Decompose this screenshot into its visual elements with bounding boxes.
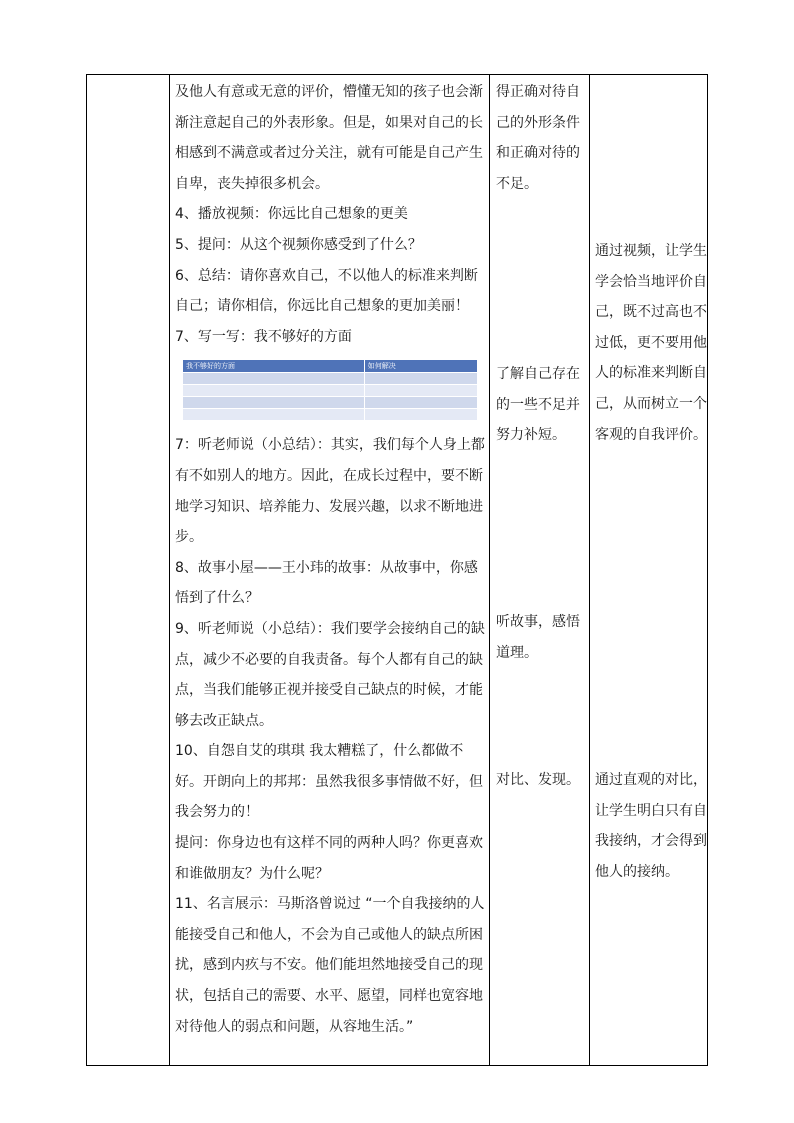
process-step-11: 11、名言展示：马斯洛曾说过 “一个自我接纳的人能接受自己和他人，不会为自己或他人的缺点所困扰，感到内疚与不安。他们能坦然地接受自己的现状，包括自己的需要、水平、愿望，同样也宽容地对待他人的弱点和问题，从容地生活。” (175, 896, 485, 1035)
column-divider-1 (169, 75, 170, 1065)
table-row (183, 397, 477, 409)
table-header-shortcomings: 我不够好的方面 (183, 360, 364, 373)
process-paragraph: 及他人有意或无意的评价，懵懂无知的孩子也会渐渐注意起自己的外表形象。但是，如果对自己的长相感到不满意或者过分关注，就有可能是自己产生自卑，丧失掉很多机会。 (175, 84, 483, 192)
process-question: 提问：你身边也有这样不同的两种人吗？你更喜欢和谁做朋友？为什么呢？ (175, 835, 483, 882)
teacher-summary-2: 9、听老师说（小总结）：我们要学会接纳自己的缺点，减少不必要的自我责备。每个人都有自己的缺点，当我们能够正视并接受自己缺点的时候，才能够去改正缺点。 (175, 620, 485, 729)
table-header-solutions: 如何解决 (364, 360, 477, 373)
table-row (183, 373, 477, 385)
student-activity-1: 得正确对待自己的外形条件和正确对待的不足。 (496, 84, 580, 192)
shortcomings-table (183, 360, 477, 420)
process-step-8: 8、故事小屋——王小玮的故事：从故事中，你感悟到了什么？ (175, 559, 478, 607)
table-row (183, 409, 477, 421)
teacher-summary-1: 7：听老师说（小总结）：其实，我们每个人身上都有不如别人的地方。因此，在成长过程中，要不断地学习知识、培养能力、发展兴趣，以求不断地进步。 (175, 437, 485, 546)
student-activity-4: 对比、发现。 (496, 772, 580, 788)
process-step-10: 10、自怨自艾的琪琪 我太糟糕了，什么都做不好。开朗向上的邦邦：虽然我很多事情做不好，但我会努力的！ (175, 743, 483, 821)
process-step-4: 4、播放视频：你远比自己想象的更美 (175, 206, 408, 223)
design-intent-2: 通过直观的对比，让学生明白只有自我接纳，才会得到他人的接纳。 (595, 772, 707, 880)
process-step-7: 7、写一写：我不够好的方面 (175, 328, 352, 345)
teaching-process-column (175, 77, 487, 1042)
student-activity-3: 听故事，感悟道理。 (496, 614, 580, 661)
lesson-plan-table (86, 74, 708, 1066)
column-divider-2 (489, 75, 490, 1065)
student-activity-2: 了解自己存在的一些不足并努力补短。 (496, 366, 580, 444)
design-intent-1: 通过视频，让学生学会恰当地评价自己，既不过高也不过低，更不要用他人的标准来判断自己，从而树立一个客观的自我评价。 (595, 243, 707, 443)
process-step-5: 5、提问：从这个视频你感受到了什么？ (175, 236, 422, 253)
process-step-6: 6、总结：请你喜欢自己，不以他人的标准来判断自己；请你相信，你远比自己想象的更加美丽！ (175, 267, 478, 315)
table-row (183, 385, 477, 397)
column-divider-3 (589, 75, 590, 1065)
